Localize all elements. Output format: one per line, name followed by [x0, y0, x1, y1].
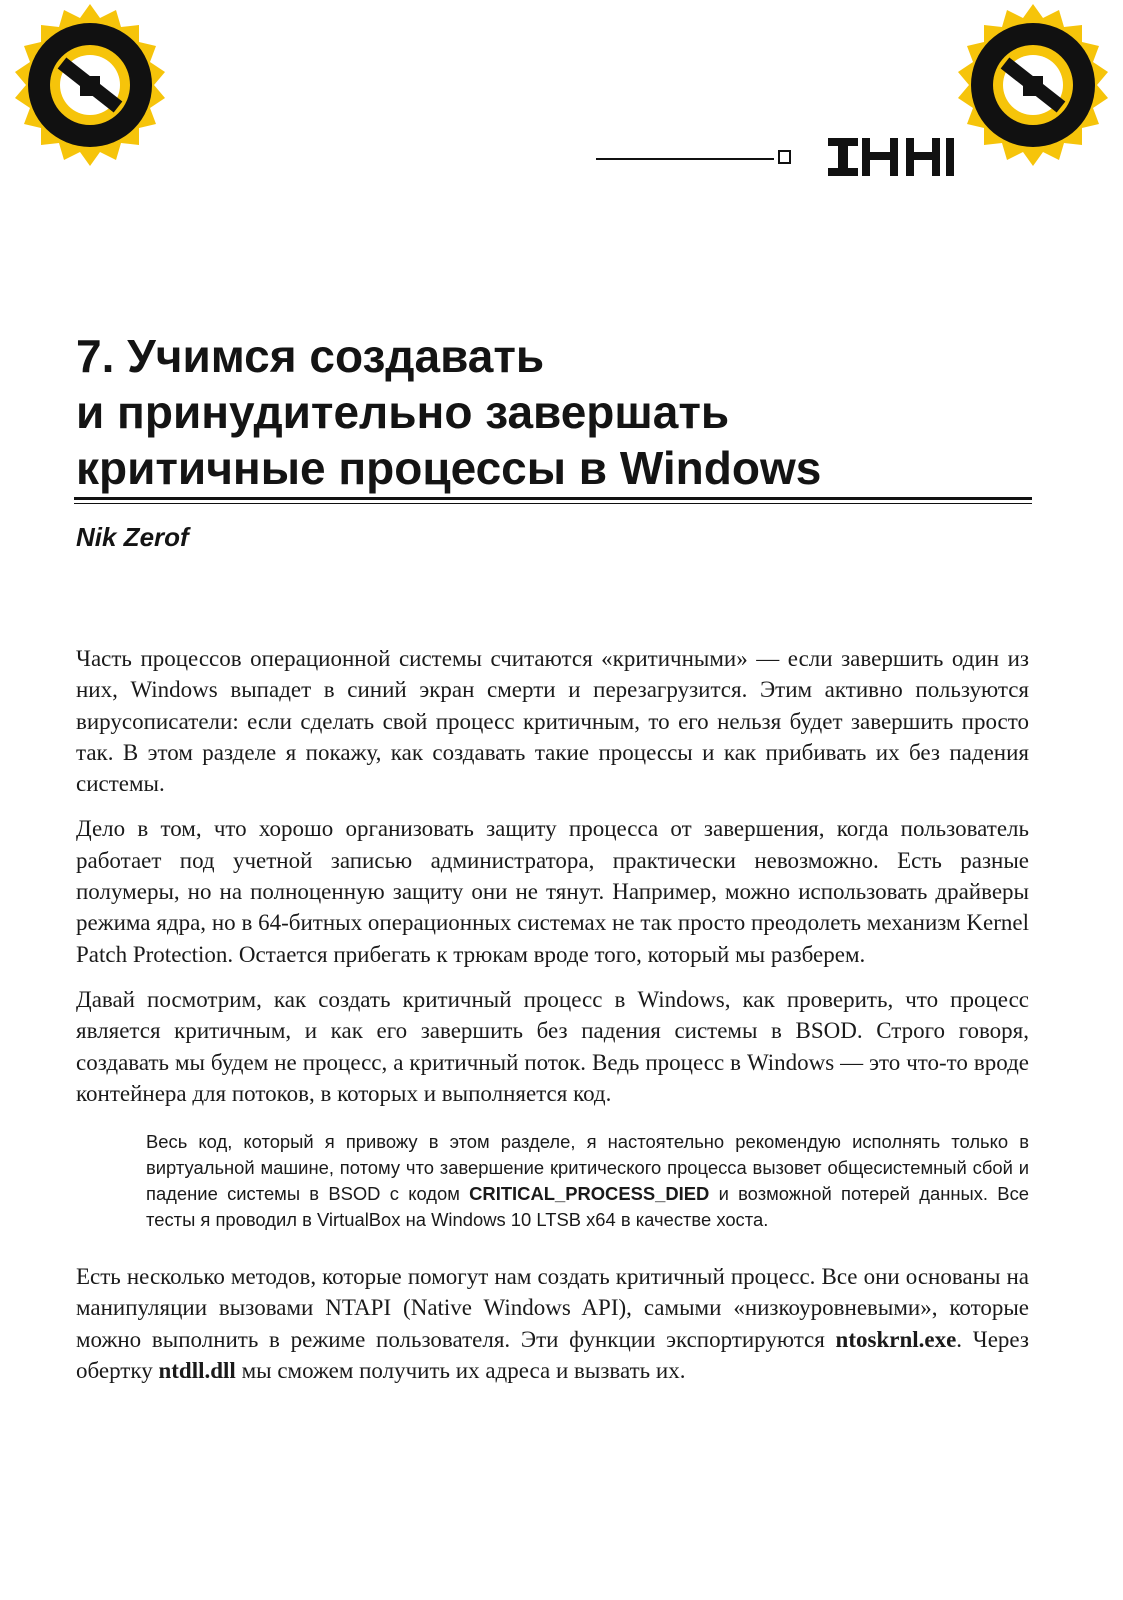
header-square-icon — [778, 150, 791, 164]
pdfxchange-watermark-badge-left[interactable] — [0, 0, 180, 180]
body-paragraph: Дело в том, что хорошо организовать защиту процесса от завершения, когда пользователь работает под учетной записью администратора, практически невозможно. Есть разные полумеры, но на полноценную защиту они не тянут. Например, можно использовать драйверы режима ядра, но в 64-битных операционных системах не так просто преодолеть механизм Kernel Patch Protection. Остается прибегать к трюкам вроде того, который мы разберем. — [76, 816, 1029, 967]
chapter-title-line: критичные процессы в Windows — [76, 442, 822, 494]
chapter-body — [76, 643, 1029, 1400]
note-text: Весь код, который я привожу в этом разделе, я настоятельно рекомендую исполнять только в виртуальной машине, потому что завершение критического процесса вызовет общесистемный сбой и падение системы в BSOD с кодом — [146, 1131, 1029, 1205]
body-paragraph: Давай посмотрим, как создать критичный процесс в Windows, как проверить, что процесс является критичным, и как его завершить без падения системы в BSOD. Строго говоря, создавать мы будем не процесс, а критичный поток. Ведь процесс в Windows — это что-то вроде контейнера для потоков, в которых и выполняется код. — [76, 986, 1029, 1106]
chapter-author: Nik Zerof — [76, 522, 189, 552]
title-rule-thin — [74, 503, 1032, 504]
note-error-code: CRITICAL_PROCESS_DIED — [469, 1183, 710, 1205]
title-rule-thick — [74, 497, 1032, 500]
starburst-icon — [15, 4, 165, 166]
paragraph-text: мы сможем получить их адреса и вызвать их. — [235, 1358, 686, 1384]
chapter-title-line: и принудительно завершать — [76, 386, 730, 438]
warning-note — [146, 1129, 1029, 1233]
inline-filename: ntdll.dll — [158, 1358, 236, 1384]
body-paragraph: Часть процессов операционной системы считаются «критичными» — если завершить один из них, Windows выпадет в синий экран смерти и перезагрузится. Этим активно пользуются вирусописатели: если сделать свой процесс критичным, то его нельзя будет завершить просто так. В этом разделе я покажу, как создавать такие процессы и как прибивать их без падения системы. — [76, 646, 1029, 797]
paragraph-text: Есть несколько методов, которые помогут нам создать критичный процесс. Все они основаны на манипуляции вызовами NTAPI (Native Windows API), самыми «низкоуровневыми», которые можно выполнить в режиме пользователя. Эти функции экспортируются — [76, 1264, 1029, 1352]
chapter-title-line: 7. Учимся создавать — [76, 330, 545, 382]
chapter-title — [76, 328, 821, 496]
xakep-logo — [822, 132, 982, 180]
note-text: и возможной потерей данных. Все тесты я проводил в VirtualBox на Windows 10 LTSB x64 в качестве хоста. — [146, 1183, 1029, 1231]
header-rule — [596, 158, 774, 160]
paragraph-text: . Через обертку — [76, 1326, 1029, 1384]
body-paragraph — [76, 1261, 1029, 1386]
inline-filename: ntoskrnl.exe — [835, 1326, 957, 1352]
